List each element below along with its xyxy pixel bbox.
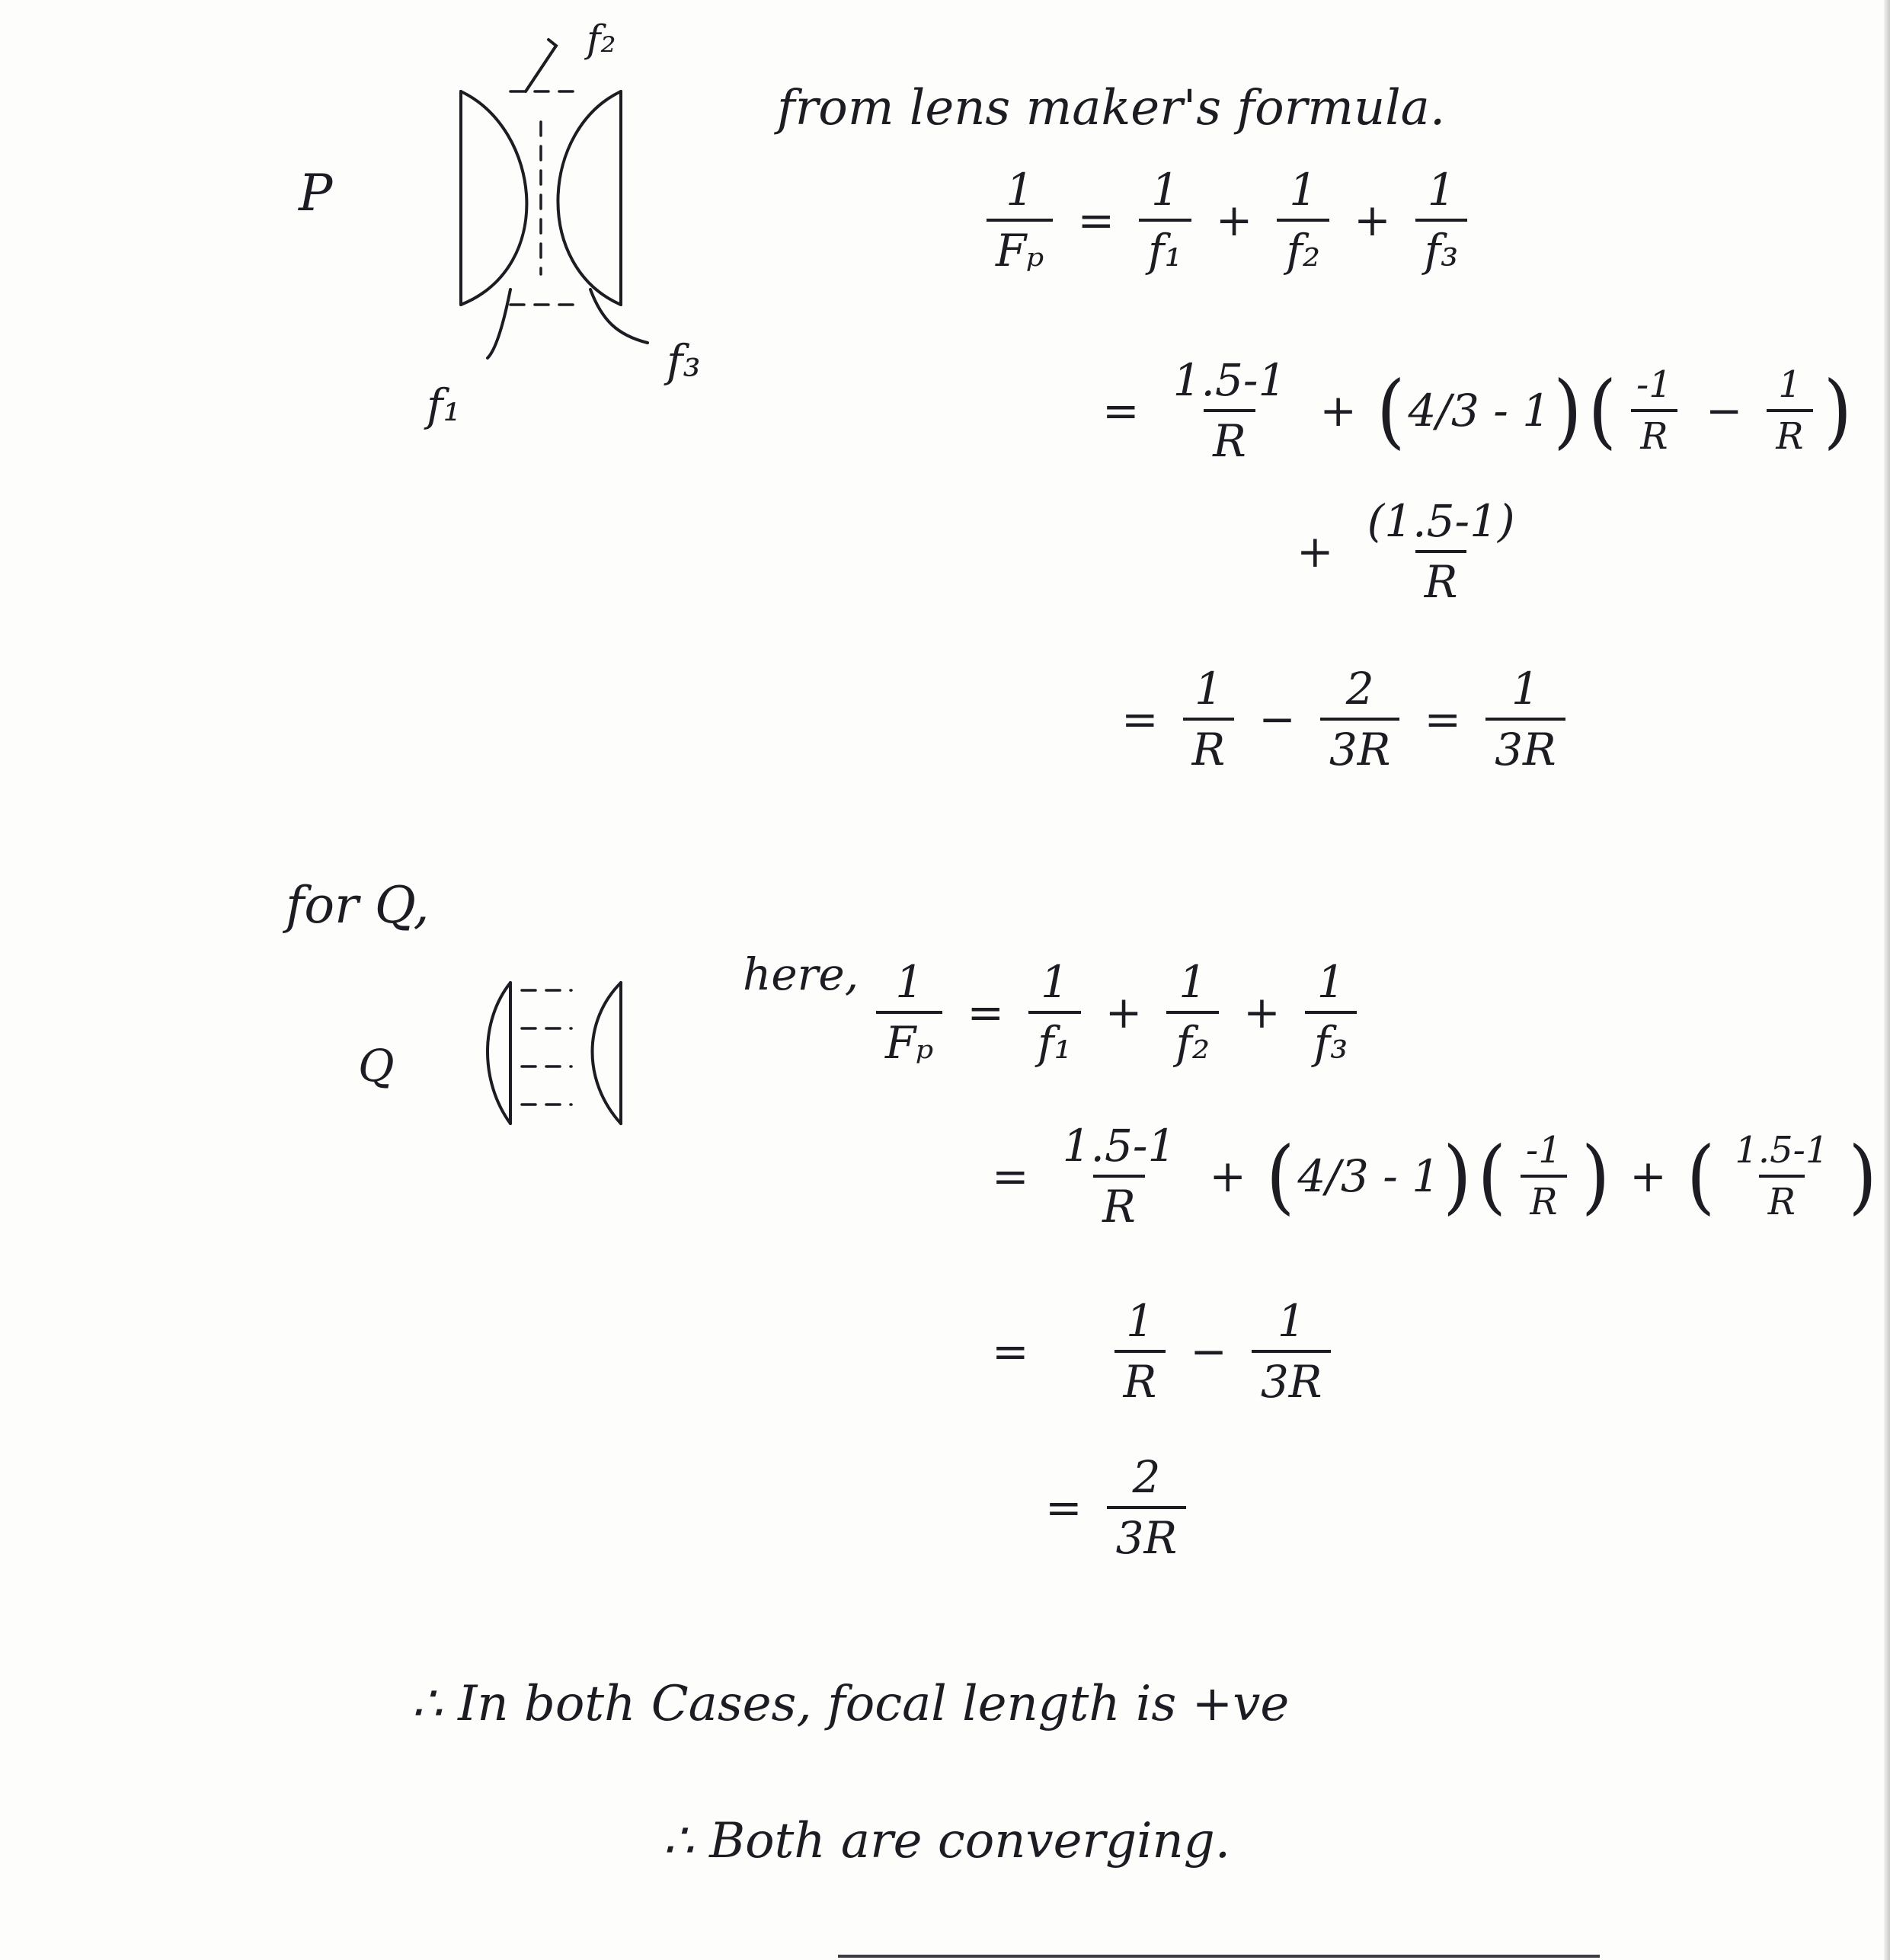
section-q-eq4: = $\frac{2}{3R}$ bbox=[1028, 1451, 1194, 1564]
section-q-eq2: = $\frac{1.5-1}{R}$ + ( 4/3 - 1 ) ( $\frac{-1}{R}$ ) + ( $\frac{1.5-1}{R}$ ) bbox=[992, 1120, 1877, 1233]
conclusion-line-1: ∴ In both Cases, focal length is +ve bbox=[411, 1676, 1290, 1732]
lens-p-f1-label: f₁ bbox=[427, 379, 461, 431]
section-q-eq1: $\frac{1}{\text{Fₚ}}$ = $\frac{1}{\text{f₁}}$ + $\frac{1}{\text{f₂}}$ + $\frac{1}{\text{f₃}}$ bbox=[868, 956, 1364, 1069]
lens-q-label: Q bbox=[358, 1040, 395, 1092]
lens-p-f3-label: f₃ bbox=[667, 335, 701, 387]
section-p-eq4: = $\frac{1}{R}$ − $\frac{2}{3R}$ = $\frac{1}{3R}$ bbox=[1105, 663, 1573, 775]
section-p-heading: from lens maker's formula. bbox=[777, 80, 1446, 136]
section-p-eq3: + $\frac{(1.5-1)}{R}$ bbox=[1297, 495, 1515, 608]
section-q-eq3: = $\frac{1}{R}$ − $\frac{1}{3R}$ bbox=[975, 1295, 1338, 1408]
lens-p-f2-label: f₂ bbox=[587, 17, 616, 61]
bottom-rule-line bbox=[838, 1955, 1600, 1958]
section-p-eq2: = $\frac{1.5-1}{R}$ + ( 4/3 - 1 ) ( $\frac{-1}{R}$ − $\frac{1}{R}$ ) bbox=[1102, 354, 1853, 467]
lens-q-diagram-icon bbox=[488, 975, 640, 1127]
section-q-heading: for Q, bbox=[286, 876, 430, 935]
section-p-eq1: $\frac{1}{\text{Fₚ}}$ = $\frac{1}{\text{f₁}}$ + $\frac{1}{\text{f₂}}$ + $\frac{1}{\text{f₃}}$ bbox=[979, 164, 1475, 277]
lens-p-diagram-icon bbox=[427, 15, 823, 411]
section-q-prefix: here, bbox=[743, 948, 859, 1000]
conclusion-line-2: ∴ Both are converging. bbox=[663, 1813, 1231, 1869]
page-edge-shadow bbox=[1884, 0, 1890, 1960]
lens-p-label: P bbox=[299, 164, 333, 222]
